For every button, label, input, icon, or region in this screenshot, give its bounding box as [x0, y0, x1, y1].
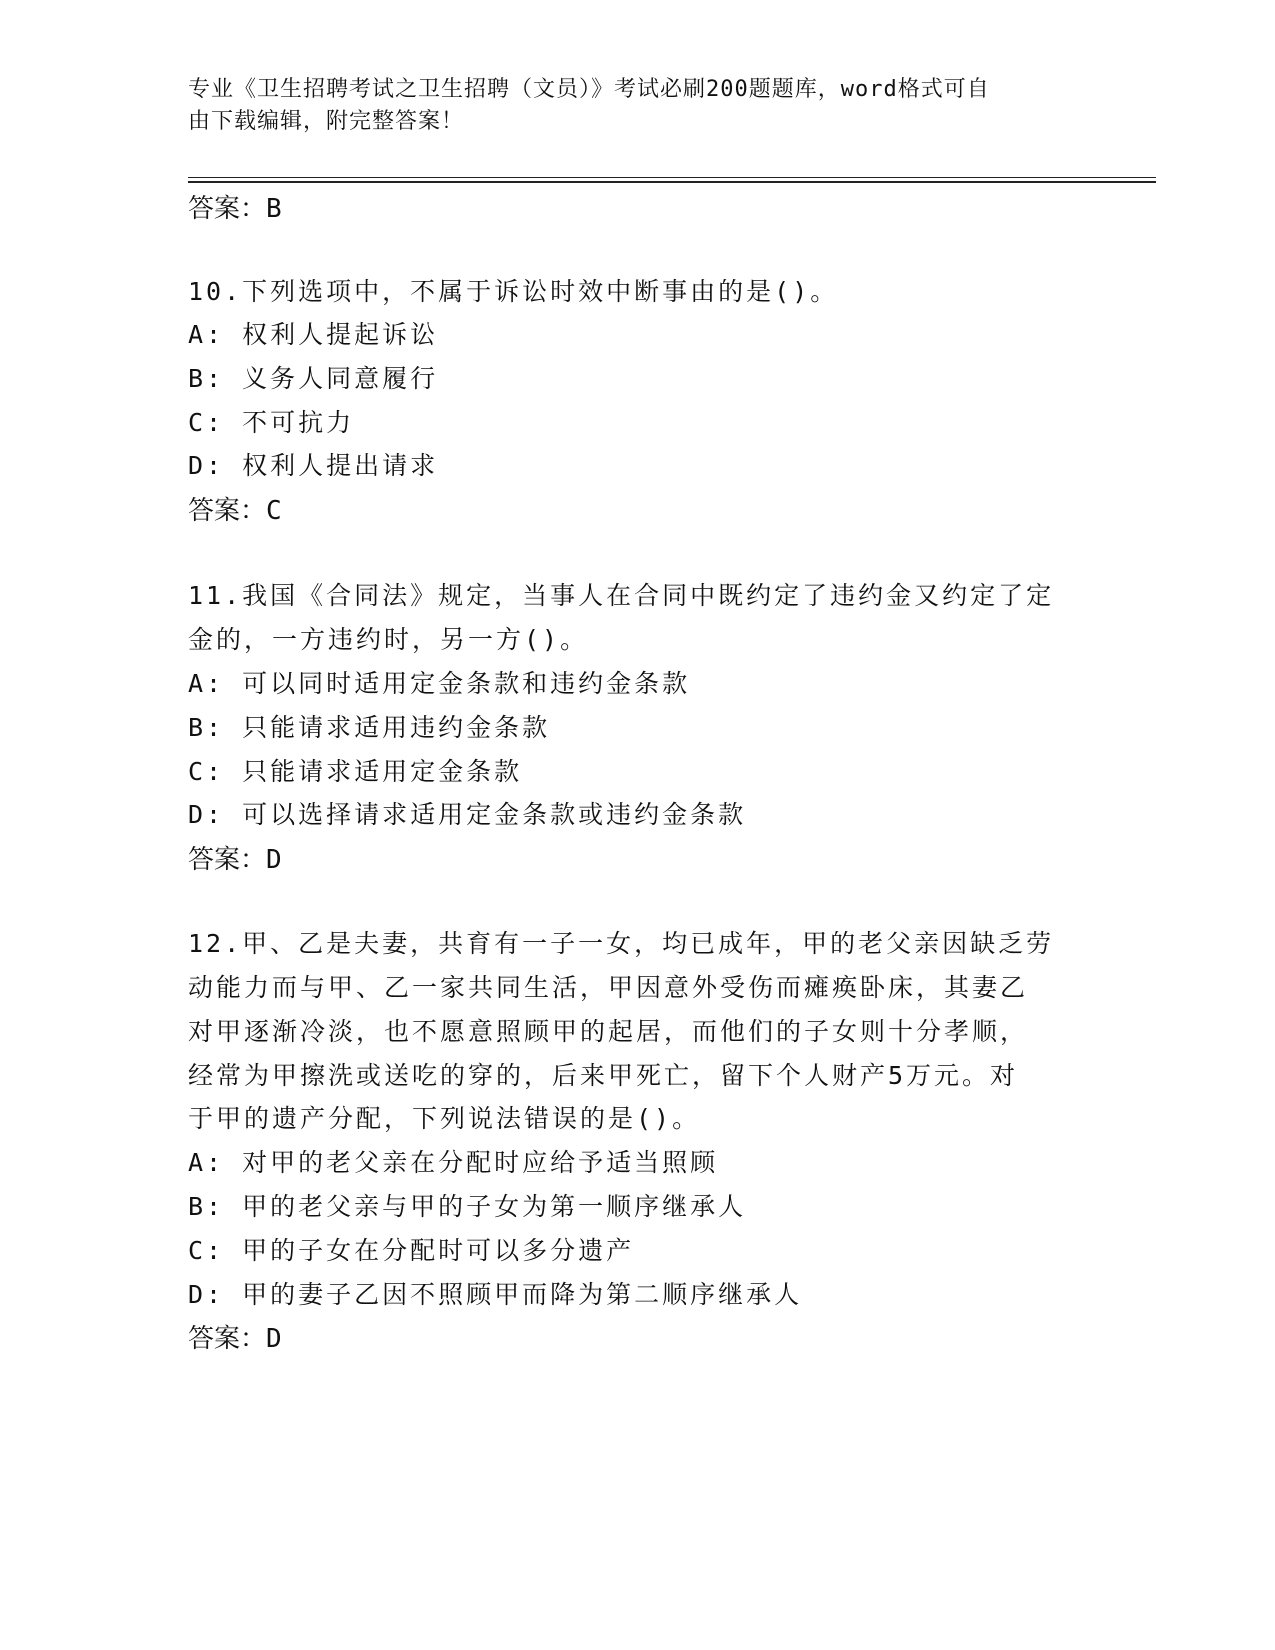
- answer-label: 答案：: [188, 496, 267, 526]
- answer-value: B: [266, 194, 282, 224]
- question-11-option-b: B: 只能请求适用违约金条款: [188, 713, 551, 742]
- document-header: [188, 74, 1068, 138]
- answer-value: D: [266, 1324, 282, 1354]
- question-12-stem-line-5: 于甲的遗产分配，下列说法错误的是()。: [188, 1104, 701, 1133]
- question-10-option-a: A: 权利人提起诉讼: [188, 320, 439, 349]
- answer-label: 答案：: [188, 845, 267, 875]
- question-12-option-a: A: 对甲的老父亲在分配时应给予适当照顾: [188, 1148, 719, 1177]
- question-12-stem-line-3: 对甲逐渐冷淡，也不愿意照顾甲的起居，而他们的子女则十分孝顺，: [188, 1017, 1029, 1046]
- answer-previous: [188, 192, 282, 226]
- answer-value: D: [266, 845, 282, 875]
- question-11-option-a: A: 可以同时适用定金条款和违约金条款: [188, 669, 691, 698]
- header-line-2: 由下载编辑，附完整答案！: [188, 109, 465, 134]
- question-12-stem-line-1: 12.甲、乙是夫妻，共育有一子一女，均已成年，甲的老父亲因缺乏劳: [188, 929, 1055, 958]
- header-divider-thick: [188, 181, 1156, 183]
- question-12-answer: [188, 1322, 282, 1356]
- question-11-option-c: C: 只能请求适用定金条款: [188, 757, 523, 786]
- header-line-1: 专业《卫生招聘考试之卫生招聘（文员）》考试必刷200题题库，word格式可自: [188, 77, 990, 102]
- question-10-answer: [188, 494, 282, 528]
- question-10-stem: 10.下列选项中，不属于诉讼时效中断事由的是()。: [188, 277, 839, 306]
- question-10-option-d: D: 权利人提出请求: [188, 451, 439, 480]
- question-11-stem-line-2: 金的，一方违约时，另一方()。: [188, 625, 589, 654]
- question-12-stem-line-2: 动能力而与甲、乙一家共同生活，甲因意外受伤而瘫痪卧床，其妻乙: [188, 973, 1029, 1002]
- question-10-option-b: B: 义务人同意履行: [188, 364, 439, 393]
- answer-label: 答案：: [188, 194, 267, 224]
- answer-value: C: [266, 496, 282, 526]
- question-11-answer: [188, 843, 282, 877]
- answer-label: 答案：: [188, 1324, 267, 1354]
- question-10-option-c: C: 不可抗力: [188, 408, 355, 437]
- question-12-option-c: C: 甲的子女在分配时可以多分遗产: [188, 1236, 635, 1265]
- question-12-option-b: B: 甲的老父亲与甲的子女为第一顺序继承人: [188, 1192, 747, 1221]
- question-12-stem-line-4: 经常为甲擦洗或送吃的穿的，后来甲死亡，留下个人财产5万元。对: [188, 1061, 1019, 1090]
- question-12-option-d: D: 甲的妻子乙因不照顾甲而降为第二顺序继承人: [188, 1280, 803, 1309]
- question-11-stem-line-1: 11.我国《合同法》规定，当事人在合同中既约定了违约金又约定了定: [188, 581, 1055, 610]
- header-divider-thin: [188, 177, 1156, 178]
- question-11-option-d: D: 可以选择请求适用定金条款或违约金条款: [188, 800, 747, 829]
